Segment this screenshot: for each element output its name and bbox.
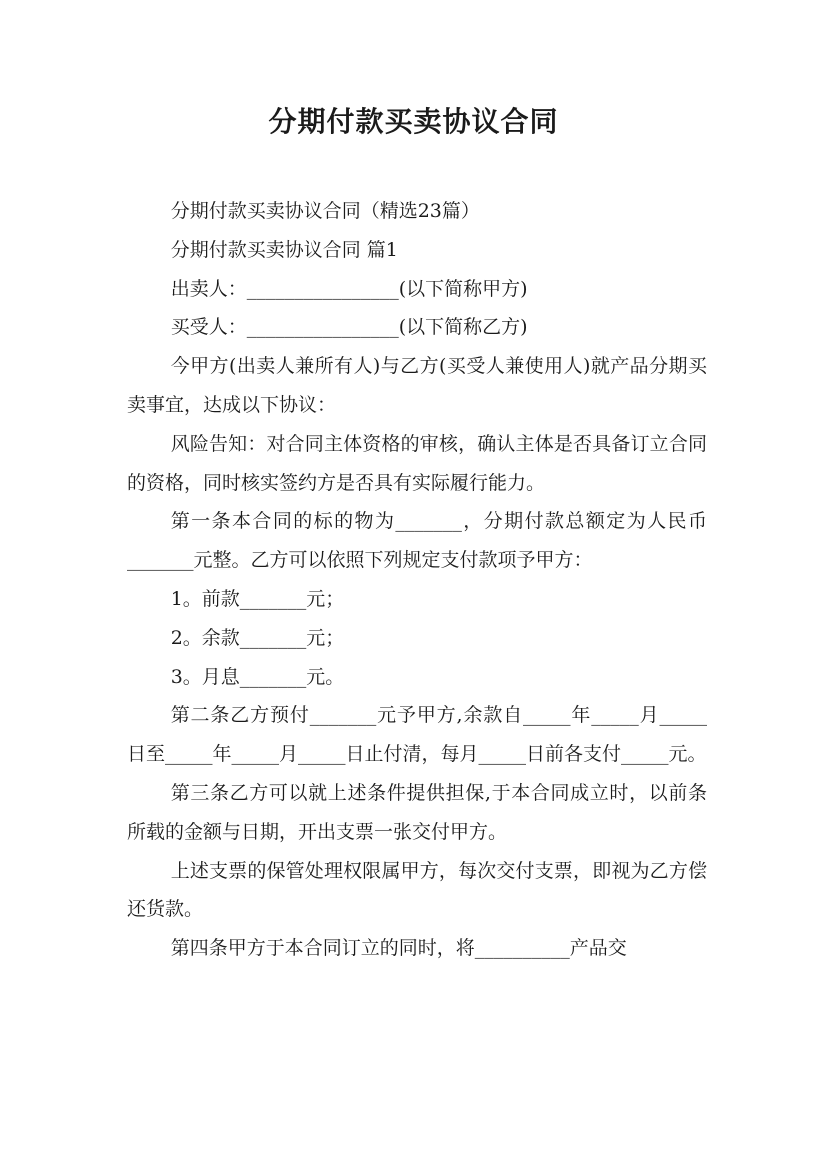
paragraph-buyer: 买受人：________________(以下简称乙方) <box>170 316 528 339</box>
paragraph-check-custody: 上述支票的保管处理权限属甲方，每次交付支票，即视为乙方偿还货款。 <box>127 859 707 921</box>
document-body <box>127 192 707 968</box>
paragraph-item-3: 3。月息_______元。 <box>170 665 345 688</box>
paragraph-article-1: 第一条本合同的标的物为_______，分期付款总额定为人民币_______元整。乙方可以依照下列规定支付款项予甲方： <box>127 510 707 572</box>
paragraph-article-4: 第四条甲方于本合同订立的同时，将__________产品交 <box>170 937 627 960</box>
paragraph-risk-notice: 风险告知：对合同主体资格的审核，确认主体是否具备订立合同的资格，同时核实签约方是否具有实际履行能力。 <box>127 432 707 494</box>
paragraph-section-heading: 分期付款买卖协议合同 篇1 <box>170 238 398 261</box>
paragraph-article-2: 第二条乙方预付_______元予甲方,余款自_____年_____月_____日至_____年_____月_____日止付清，每月_____日前各支付_____元。 <box>127 704 707 766</box>
document-title: 分期付款买卖协议合同 <box>268 105 559 138</box>
paragraph-subtitle: 分期付款买卖协议合同（精选23篇） <box>170 200 480 222</box>
paragraph-preamble: 今甲方(出卖人兼所有人)与乙方(买受人兼使用人)就产品分期买卖事宜，达成以下协议： <box>127 355 707 416</box>
paragraph-item-2: 2。余款_______元； <box>170 626 345 649</box>
paragraph-article-3: 第三条乙方可以就上述条件提供担保,于本合同成立时，以前条所载的金额与日期，开出支票一张交付甲方。 <box>127 781 707 843</box>
paragraph-item-1: 1。前款_______元； <box>170 587 345 610</box>
paragraph-seller: 出卖人：________________(以下简称甲方) <box>170 277 528 300</box>
